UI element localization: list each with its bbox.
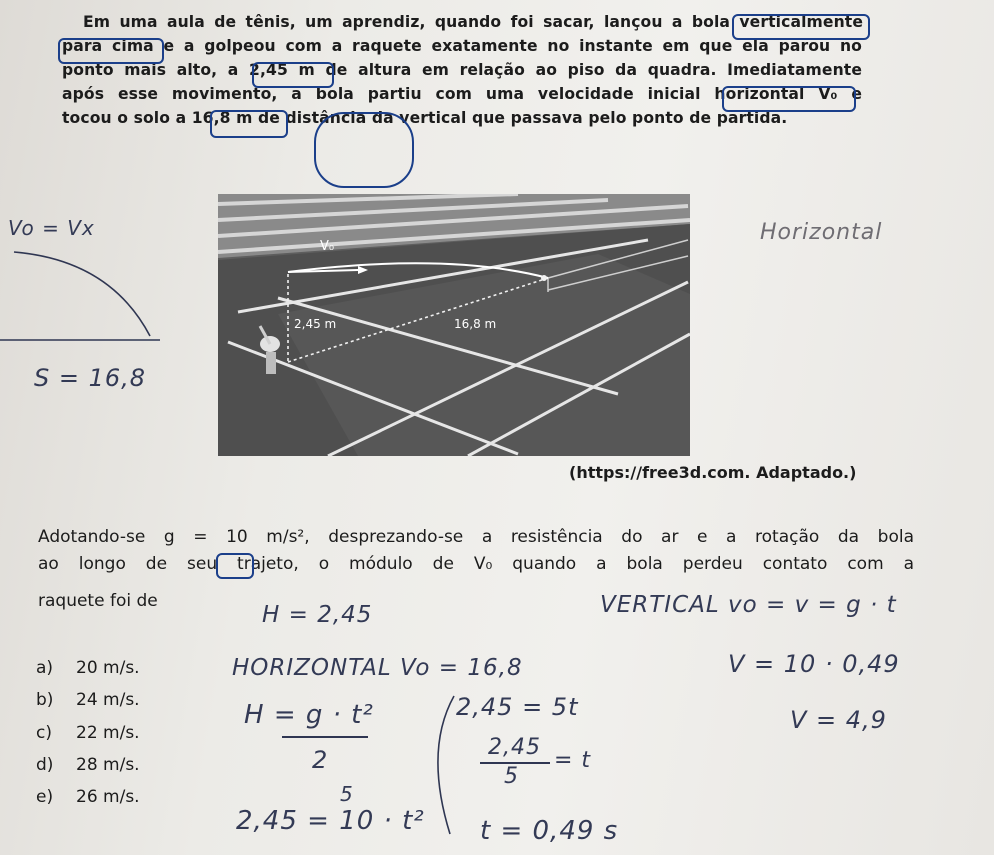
- option-d[interactable]: [36, 755, 140, 775]
- handwriting-frac-den: 5: [504, 764, 519, 789]
- problem-line-5: tocou o solo a 16,8 m de distância da vertical que passava pelo ponto de partida.: [62, 109, 788, 127]
- annotation-circle-distance: [210, 110, 288, 138]
- option-text: 24 m/s.: [76, 690, 140, 710]
- option-letter: a): [36, 658, 54, 678]
- problem-line-1: Em uma aula de tênis, um aprendiz, quando foi sacar, lançou a bola verticalmente: [83, 13, 863, 31]
- option-letter: c): [36, 723, 52, 743]
- problem-line-3: ponto mais alto, a 2,45 m de altura em relação ao piso da quadra. Imediatamente: [62, 61, 862, 79]
- handwriting-fraction-bar: [282, 736, 368, 738]
- handwriting-sub1: 2,45 = 5t: [456, 693, 579, 721]
- handwriting-frac-eq: = t: [554, 748, 592, 773]
- annotation-circle-horizontal: [722, 86, 856, 112]
- question-line-1: Adotando-se g = 10 m/s², desprezando-se a resistência do ar e a rotação da bola: [38, 527, 914, 547]
- annotation-circle-distancia: [314, 112, 414, 188]
- handwriting-h-formula-den: 2: [312, 746, 329, 774]
- option-text: 22 m/s.: [76, 723, 140, 743]
- question-line-3: raquete foi de: [38, 591, 158, 611]
- handwriting-sub2: 2,45 = 10 · t²: [236, 806, 425, 836]
- option-text: 20 m/s.: [76, 658, 140, 678]
- handwriting-bracket: [420, 690, 460, 840]
- handwriting-horizontal-eq: HORIZONTAL Vo = 16,8: [232, 655, 523, 681]
- option-letter: b): [36, 690, 54, 710]
- figure-label-distance: 16,8 m: [454, 317, 497, 331]
- tennis-court-figure: [218, 194, 690, 456]
- handwriting-v-eq1: V = 10 · 0,49: [728, 650, 900, 678]
- option-letter: e): [36, 787, 54, 807]
- option-b[interactable]: [36, 690, 140, 710]
- handwriting-v-eq2: V = 4,9: [790, 706, 887, 734]
- handwriting-h-value: H = 2,45: [262, 602, 373, 628]
- option-letter: d): [36, 755, 54, 775]
- option-text: 28 m/s.: [76, 755, 140, 775]
- handwriting-s-value: S = 16,8: [34, 364, 147, 392]
- handwriting-frac-num: 2,45: [488, 735, 541, 760]
- handwriting-trajectory-sketch: [0, 236, 170, 356]
- annotation-circle-height: [252, 62, 334, 88]
- annotation-circle-para-cima: [58, 38, 164, 64]
- figure-label-height: 2,45 m: [294, 317, 337, 331]
- annotation-circle-v0: [216, 553, 254, 579]
- option-a[interactable]: [36, 658, 140, 678]
- handwriting-t-result: t = 0,49 s: [480, 816, 619, 846]
- handwriting-v0-vx: Vo = Vx: [8, 216, 95, 240]
- handwriting-five: 5: [340, 782, 354, 806]
- option-c[interactable]: [36, 723, 140, 743]
- figure-label-v0: V₀: [320, 239, 335, 254]
- option-e[interactable]: [36, 787, 140, 807]
- question-line-2: ao longo de seu trajeto, o módulo de V₀ quando a bola perdeu contato com a: [38, 554, 914, 574]
- option-text: 26 m/s.: [76, 787, 140, 807]
- annotation-circle-verticalmente: [732, 14, 870, 40]
- handwriting-vertical-eq: VERTICAL vo = v = g · t: [600, 592, 897, 618]
- problem-line-4: após esse movimento, a bola partiu com uma velocidade inicial horizontal V₀ e: [62, 85, 862, 103]
- figure-credit: (https://free3d.com. Adaptado.): [569, 463, 857, 482]
- handwriting-h-formula: H = g · t²: [244, 700, 374, 730]
- handwriting-horizontal: Horizontal: [760, 220, 883, 245]
- problem-line-2: para cima e a golpeou com a raquete exatamente no instante em que ela parou no: [62, 37, 862, 55]
